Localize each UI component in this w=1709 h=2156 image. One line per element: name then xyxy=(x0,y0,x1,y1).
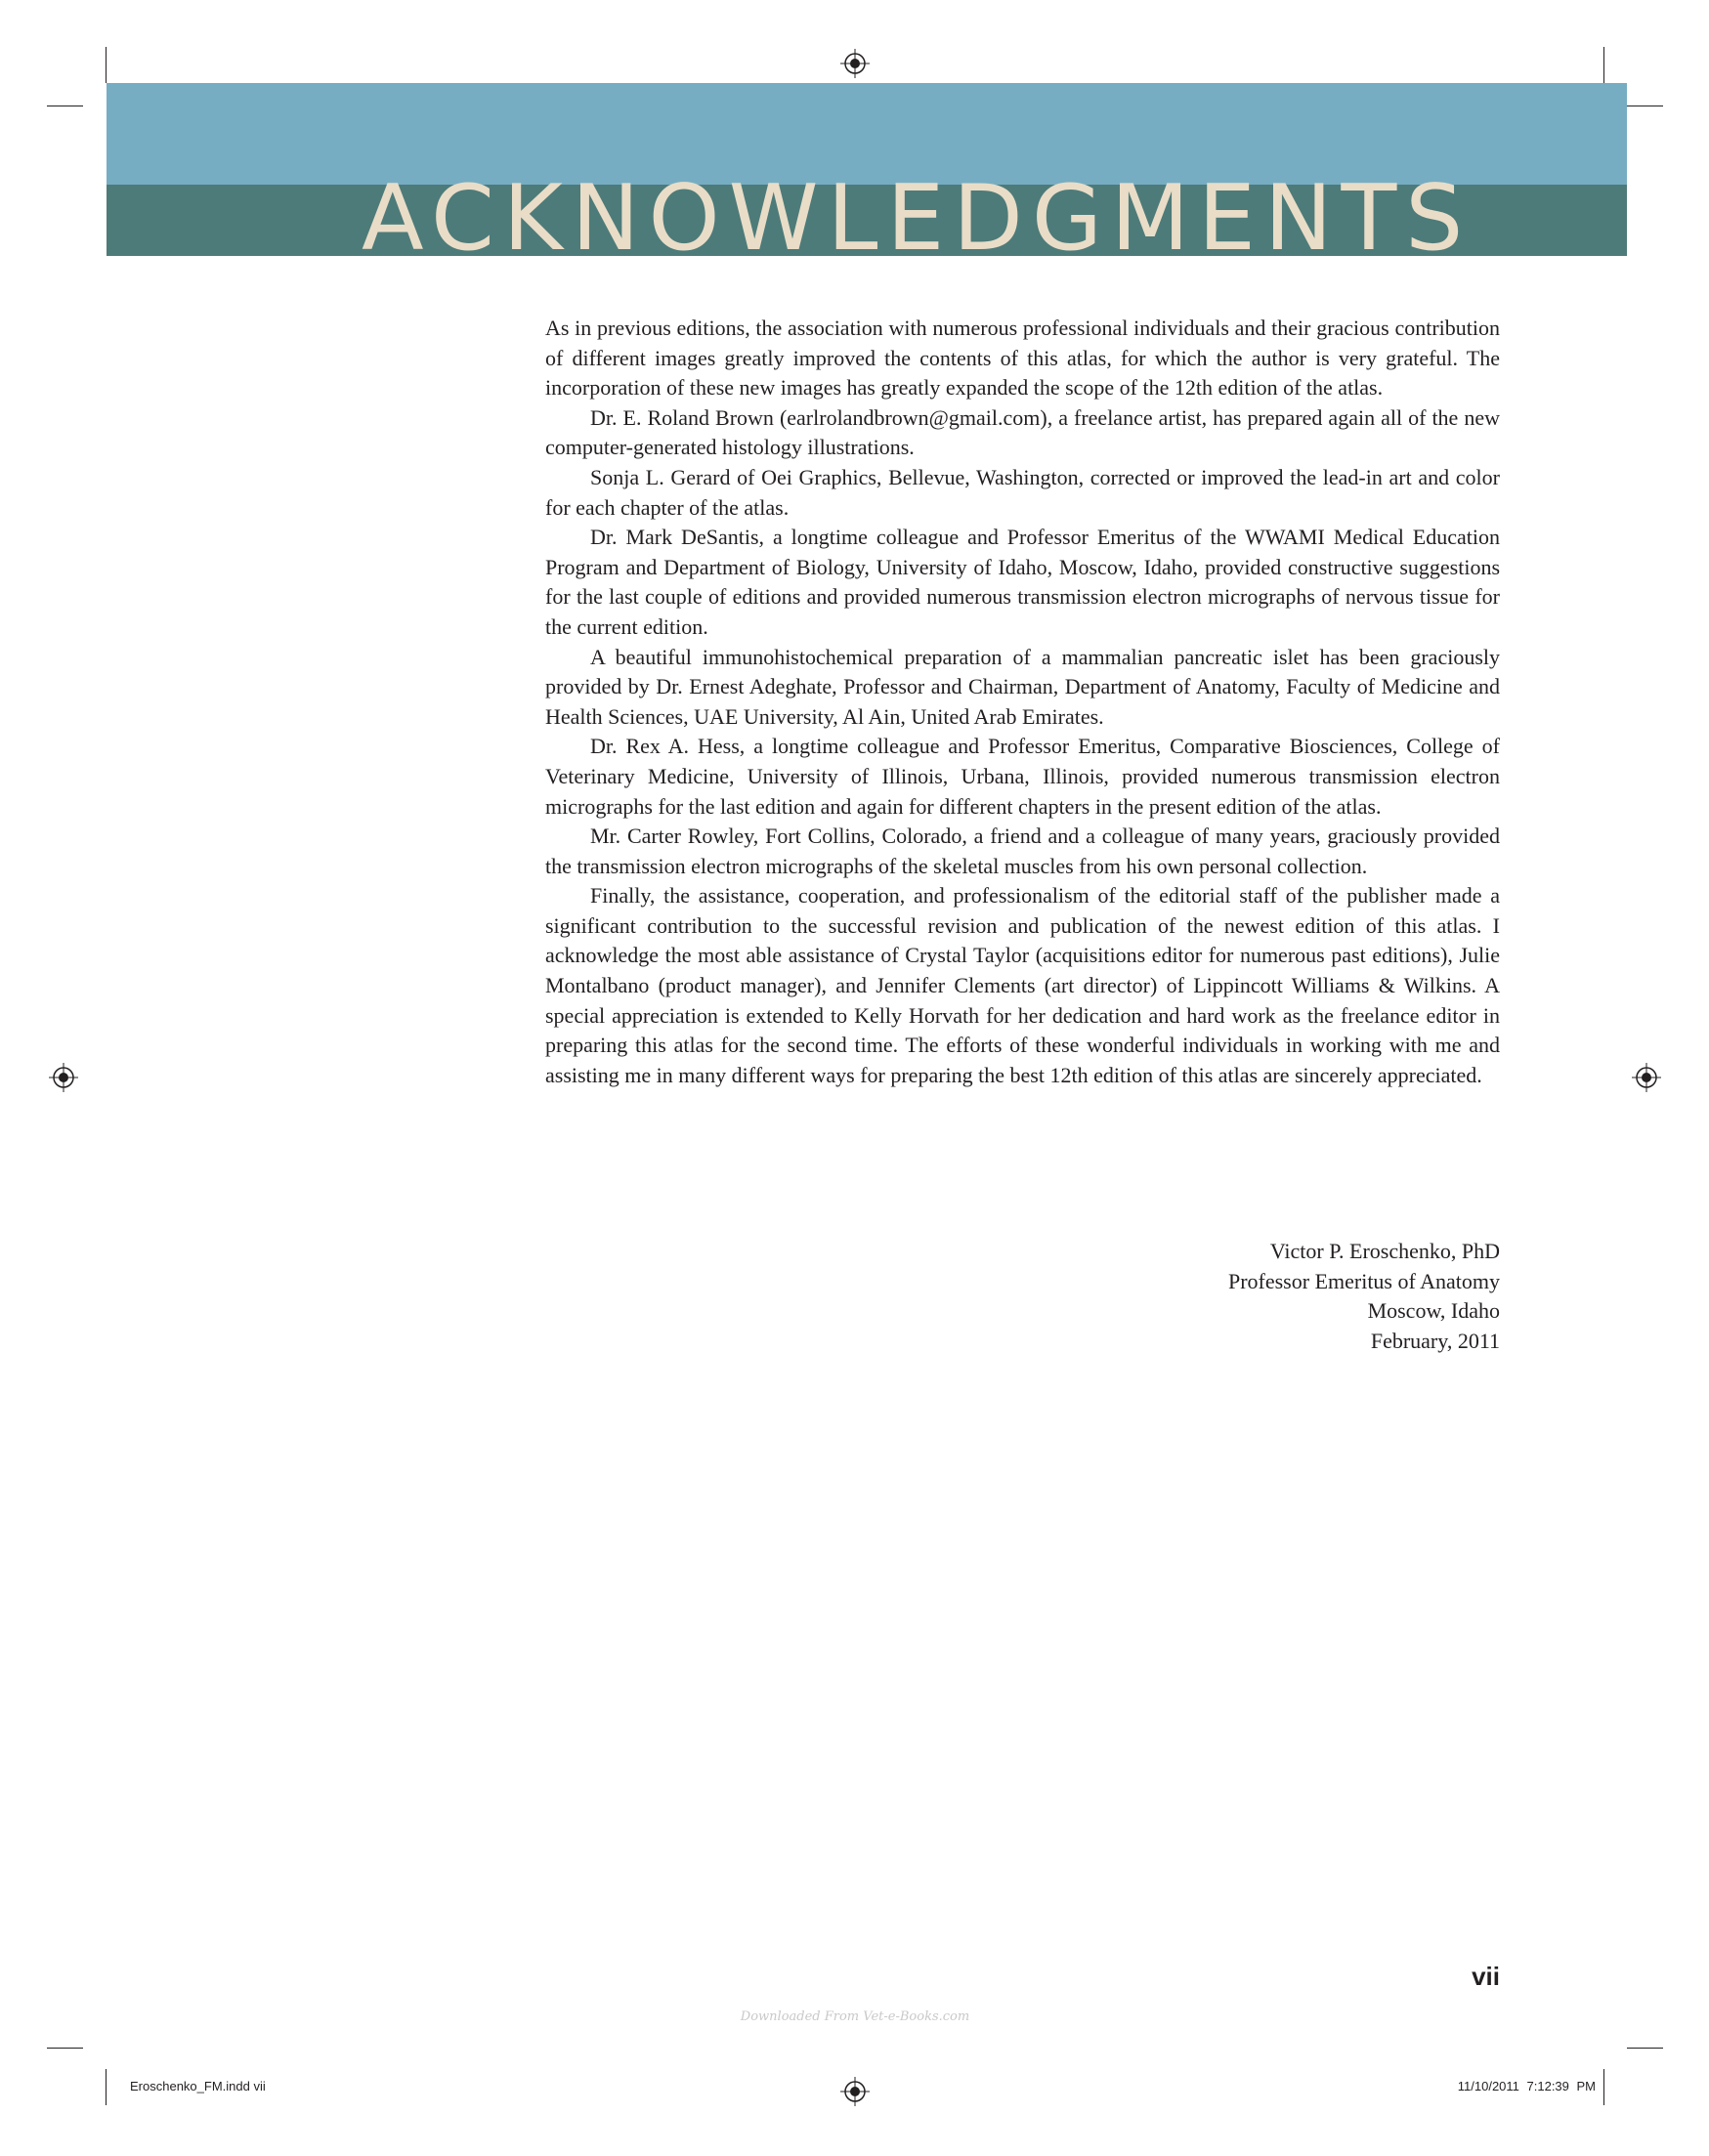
watermark: Downloaded From Vet-e-Books.com xyxy=(740,2009,970,2024)
signature-date: February, 2011 xyxy=(1370,1328,1500,1353)
acknowledgments-body xyxy=(545,314,1500,1090)
paragraph: As in previous editions, the association with numerous professional individuals and their gracious contribution of different images greatly improved the contents of this atlas, for which the author is very grateful. The incorporation of these new images has greatly expanded the scope of the 12th edition of the atlas. xyxy=(545,316,1500,401)
registration-mark-icon xyxy=(49,1063,78,1092)
signature-name: Victor P. Eroschenko, PhD xyxy=(1269,1239,1500,1263)
crop-mark xyxy=(106,2069,107,2105)
crop-mark xyxy=(1603,2069,1604,2105)
crop-mark xyxy=(47,2048,83,2049)
crop-mark xyxy=(106,47,107,83)
paragraph: Dr. Mark DeSantis, a longtime colleague and Professor Emeritus of the WWAMI Medical Education Program and Department of Biology, University of Idaho, Moscow, Idaho, provided constructive suggestions for the last couple of editions and provided numerous transmission electron micrographs of nervous tissue for the current edition. xyxy=(545,525,1500,639)
slug-timestamp: 11/10/2011 7:12:39 PM xyxy=(1457,2079,1596,2093)
page-number: vii xyxy=(1472,1962,1500,1991)
signature-position: Professor Emeritus of Anatomy xyxy=(1227,1268,1500,1293)
registration-mark-icon xyxy=(1632,1063,1661,1092)
page-title: ACKNOWLEDGMENTS xyxy=(362,165,1473,271)
paragraph: Mr. Carter Rowley, Fort Collins, Colorado, a friend and a colleague of many years, graciously provided the transmission electron micrographs of the skeletal muscles from his own personal collection. xyxy=(545,824,1500,878)
registration-mark-icon xyxy=(840,2077,870,2106)
paragraph: A beautiful immunohistochemical preparation of a mammalian pancreatic islet has been graciously provided by Dr. Ernest Adeghate, Professor and Chairman, Department of Anatomy, Faculty of Medicine and Health Sciences, UAE University, Al Ain, United Arab Emirates. xyxy=(545,644,1500,729)
crop-mark xyxy=(1603,47,1604,83)
paragraph: Dr. Rex A. Hess, a longtime colleague and Professor Emeritus, Comparative Biosciences, College of Veterinary Medicine, University of Illinois, Urbana, Illinois, provided numerous transmission electron micrographs for the last edition and again for different chapters in the present edition of the atlas. xyxy=(545,734,1500,819)
signature-block xyxy=(1011,1237,1500,1356)
slug-file-name: Eroschenko_FM.indd vii xyxy=(130,2079,266,2093)
paragraph: Dr. E. Roland Brown (earlrolandbrown@gmail.com), a freelance artist, has prepared again all of the new computer-generated histology illustrations. xyxy=(545,404,1500,460)
signature-location: Moscow, Idaho xyxy=(1367,1298,1500,1324)
paragraph: Finally, the assistance, cooperation, and professionalism of the editorial staff of the publisher made a significant contribution to the successful revision and publication of the newest edition of this atlas. I acknowledge the most able assistance of Crystal Taylor (acquisitions editor for numerous past editions), Julie Montalbano (product manager), and Jennifer Clements (art director) of Lippincott Williams & Wilkins. A special appreciation is extended to Kelly Horvath for her dedication and hard work as the freelance editor in preparing this atlas for the second time. The efforts of these wonderful individuals in working with me and assisting me in many different ways for preparing the best 12th edition of this atlas are sincerely appreciated. xyxy=(545,883,1500,1087)
crop-mark xyxy=(1627,2048,1663,2049)
paragraph: Sonja L. Gerard of Oei Graphics, Bellevue, Washington, corrected or improved the lead-in art and color for each chapter of the atlas. xyxy=(545,464,1500,520)
registration-mark-icon xyxy=(840,49,870,78)
